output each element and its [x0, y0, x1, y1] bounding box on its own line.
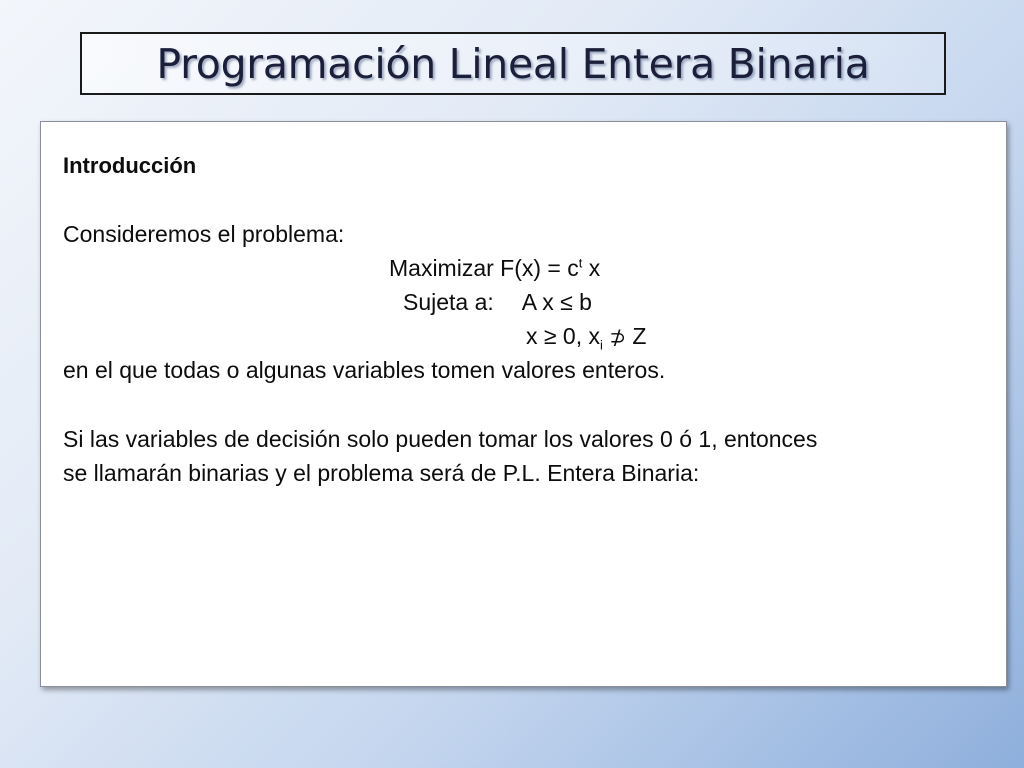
objective-prefix: Maximizar F(x) = c	[389, 255, 579, 281]
slide-title: Programación Lineal Entera Binaria	[156, 39, 870, 88]
objective-superscript: t	[578, 255, 583, 271]
section-heading: Introducción	[63, 153, 197, 178]
constraint-label: Sujeta a:	[403, 289, 494, 315]
nonneg-suffix: Z	[626, 323, 647, 349]
nonnegativity-line	[526, 323, 647, 353]
not-superset-symbol: ⊅	[609, 325, 627, 349]
objective-suffix: x	[582, 255, 601, 281]
slide-title-box	[80, 32, 946, 95]
binary-paragraph-line-1: Si las variables de decisión solo pueden tomar los valores 0 ó 1, entonces	[63, 426, 818, 452]
nonneg-subscript: i	[599, 337, 603, 353]
intro-text: Consideremos el problema:	[63, 221, 345, 247]
content-panel	[40, 121, 1007, 687]
integer-note: en el que todas o algunas variables tomen valores enteros.	[63, 357, 666, 383]
binary-paragraph-line-2: se llamarán binarias y el problema será de P.L. Entera Binaria:	[63, 460, 700, 486]
objective-function	[389, 255, 600, 281]
constraint-expression: A x ≤ b	[521, 289, 592, 315]
nonneg-prefix: x ≥ 0, x	[526, 323, 600, 349]
constraint-line	[403, 289, 592, 315]
